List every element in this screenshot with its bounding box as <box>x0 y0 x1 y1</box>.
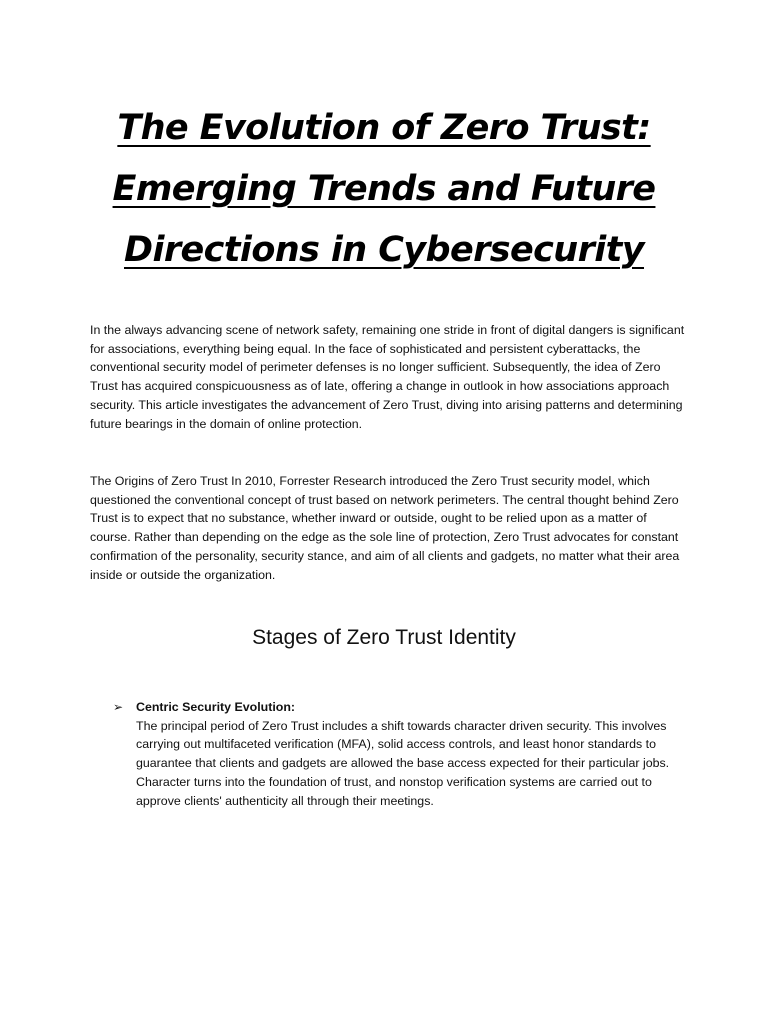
bullet-title: Centric Security Evolution: <box>136 700 296 714</box>
section-heading: Stages of Zero Trust Identity <box>252 626 516 649</box>
bullet-text: The principal period of Zero Trust includes a shift towards character driven security. This involves carrying out multifaceted verification (MFA), solid access controls, and least honor standards to guarantee that clients and gadgets are allowed the base access expected for their particular jobs. Character turns into the foundation of trust, and nonstop verification systems are carried out to approve clients' authenticity all through their meetings. <box>136 718 670 808</box>
origins-paragraph: The Origins of Zero Trust In 2010, Forrester Research introduced the Zero Trust security model, which questioned the conventional concept of trust based on network perimeters. The central thought behind Zero Trust is to expect that no substance, whether inward or outside, ought to be relied upon as a matter of course. Rather than depending on the edge as the sole line of protection, Zero Trust advocates for constant confirmation of the personality, security stance, and aim of all clients and gadgets, no matter what their area inside or outside the organization. <box>90 474 680 582</box>
intro-paragraph: In the always advancing scene of network safety, remaining one stride in front of digital dangers is significant for associations, everything being equal. In the face of sophisticated and persistent cyberattacks, the conventional security model of perimeter defenses is no longer sufficient. Subsequently, the idea of Zero Trust has acquired conspicuousness as of late, offering a change in outlook in how associations approach security. This article investigates the advancement of Zero Trust, diving into arising patterns and determining future bearings in the domain of online protection. <box>90 323 685 431</box>
document-title: The Evolution of Zero Trust: Emerging Trends and Future Directions in Cybersecurity <box>112 108 656 270</box>
arrow-bullet-icon: ➢ <box>113 700 124 714</box>
